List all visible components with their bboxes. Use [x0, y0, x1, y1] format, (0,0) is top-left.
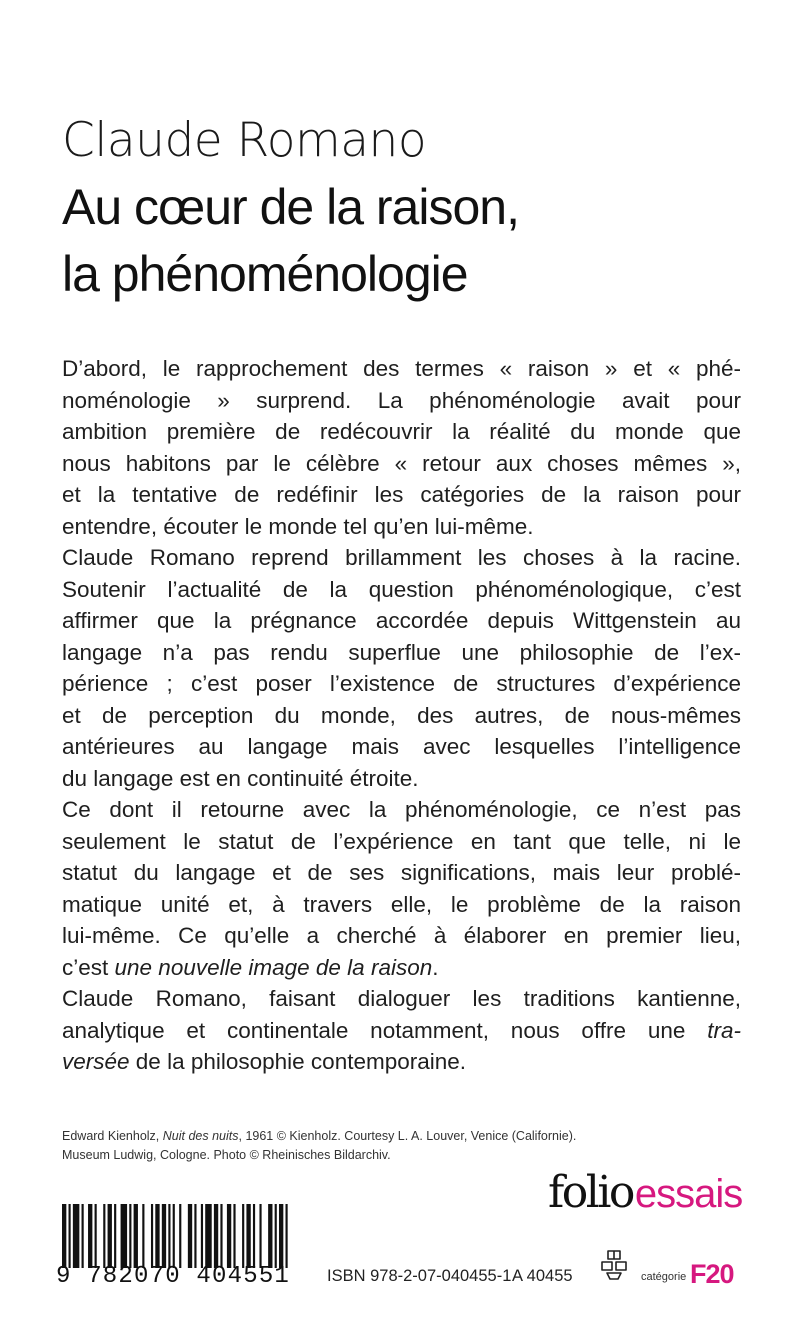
credits-text-run: Edward Kienholz,	[62, 1129, 163, 1143]
blurb-line: lui-même. Ce qu’elle a cherché à élaborer en premier lieu,	[62, 923, 741, 948]
blurb-line	[62, 1015, 741, 1047]
blurb-line: matique unité et, à travers elle, le problème de la raison	[62, 891, 741, 917]
image-credits	[62, 1127, 702, 1165]
logo-folio: folio	[548, 1167, 633, 1218]
blurb-line: Claude Romano reprend brillamment les choses à la racine.	[62, 545, 741, 570]
logo-essais: essais	[634, 1172, 743, 1216]
title-line-2: la phénoménologie	[62, 246, 468, 302]
folio-essais-logo	[548, 1168, 742, 1219]
blurb-line	[62, 1046, 741, 1078]
blurb-italic-run: tra-	[707, 1017, 741, 1043]
blurb-text-run: analytique et continentale notamment, nous offre une	[62, 1017, 708, 1043]
blurb-line: noménologie » surprend. La phénoménologie avait pour	[62, 387, 741, 413]
blurb-line: nous habitons par le célèbre « retour aux choses mêmes »,	[62, 450, 741, 476]
blurb-line: du langage est en continuité étroite.	[62, 765, 419, 791]
blurb-line: D’abord, le rapprochement des termes « raison » et « phé-	[62, 356, 741, 381]
blurb-line: langage n’a pas rendu superflue une philosophie de l’ex-	[62, 639, 741, 665]
blurb-line: statut du langage et de ses significations, mais leur problé-	[62, 860, 741, 885]
books-icon	[598, 1248, 630, 1282]
author-name: Claude Romano	[62, 113, 427, 168]
blurb-line: Soutenir l’actualité de la question phénoménologique, c’est	[62, 576, 741, 602]
category-label: catégorie	[641, 1271, 687, 1283]
blurb-italic-run: versée	[62, 1049, 130, 1074]
blurb-text-run: c’est	[62, 954, 115, 980]
blurb-line: Claude Romano, faisant dialoguer les traditions kantienne,	[62, 986, 741, 1011]
blurb-text	[62, 353, 741, 1078]
title-line-1: Au cœur de la raison,	[62, 179, 519, 235]
blurb-line: Ce dont il retourne avec la phénoménologie, ce n’est pas	[62, 797, 741, 822]
blurb-line: affirmer que la prégnance accordée depuis Wittgenstein au	[62, 608, 741, 633]
blurb-line: et de perception du monde, des autres, de nous-mêmes	[62, 702, 741, 728]
credits-text-run: , 1961 © Kienholz. Courtesy L. A. Louver, Venice (Californie).	[238, 1129, 577, 1143]
artwork-title: Nuit des nuits	[162, 1129, 239, 1143]
barcode	[62, 1204, 292, 1268]
blurb-line: seulement le statut de l’expérience en tant que telle, ni le	[62, 828, 741, 854]
blurb-line: et la tentative de redéfinir les catégories de la raison pour	[62, 482, 741, 507]
credits-line-1	[62, 1127, 702, 1146]
product-code: A 40455	[512, 1267, 573, 1285]
blurb-line: périence ; c’est poser l’existence de structures d’expérience	[62, 671, 741, 696]
book-title	[62, 174, 519, 308]
blurb-line	[62, 952, 741, 984]
blurb-text-run: de la philosophie contemporaine.	[129, 1049, 467, 1074]
blurb-line: entendre, écouter le monde tel qu’en lui-même.	[62, 513, 534, 539]
credits-line-2: Museum Ludwig, Cologne. Photo © Rheinisches Bildarchiv.	[62, 1148, 391, 1162]
isbn: ISBN 978-2-07-040455-1	[327, 1267, 512, 1285]
blurb-line: ambition première de redécouvrir la réalité du monde que	[62, 419, 741, 444]
blurb-text-run: .	[432, 954, 439, 980]
blurb-italic-run: une nouvelle image de la raison	[114, 954, 433, 980]
barcode-digits: 9 782070 404551	[56, 1263, 291, 1290]
blurb-line: antérieures au langage mais avec lesquelles l’intelligence	[62, 734, 741, 759]
category-value: F20	[690, 1259, 734, 1289]
